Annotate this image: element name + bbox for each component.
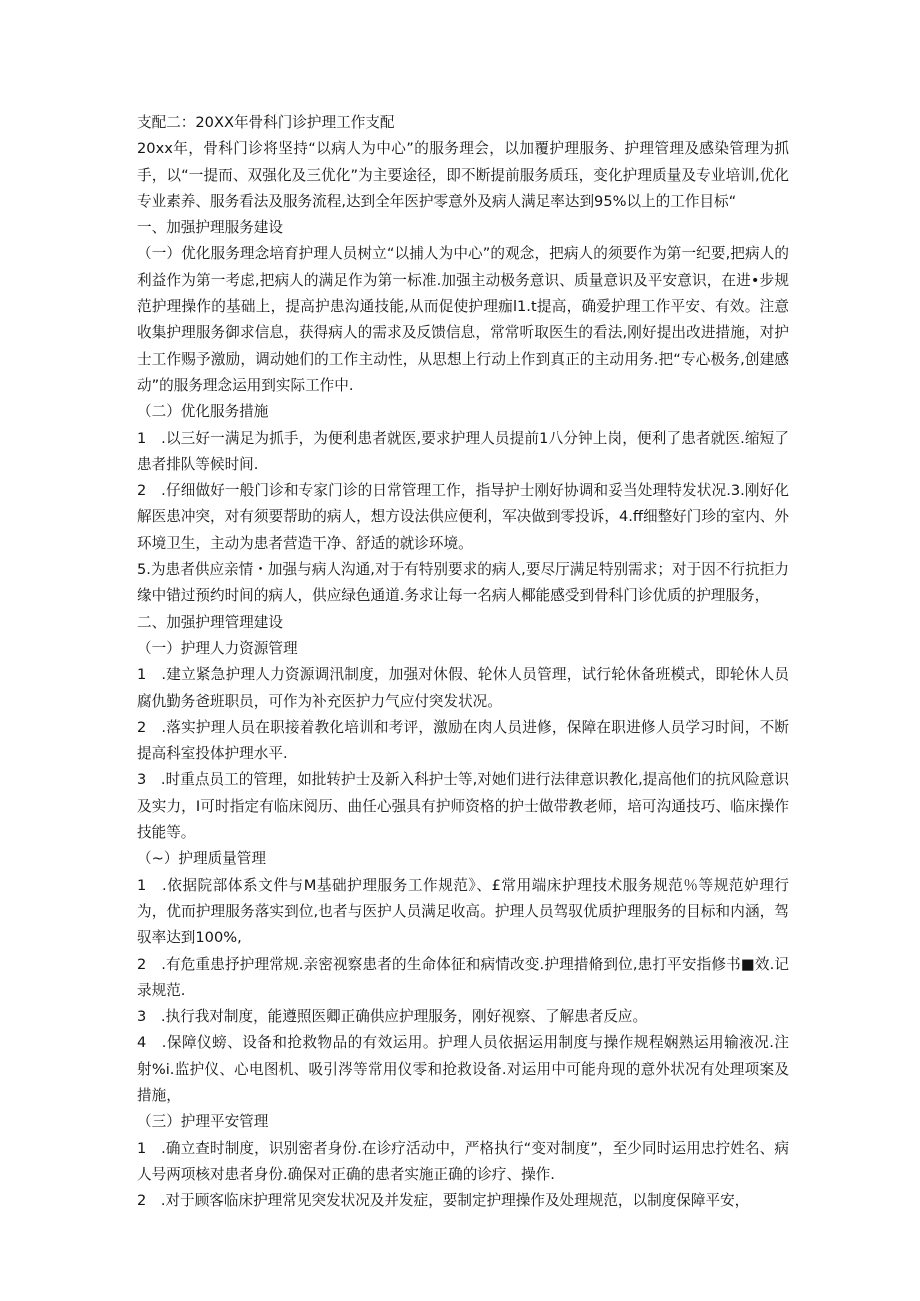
section-2-quality-item-1: 1 .依据院部体系文件与M基础护理服务工作规范》、£常用端床护理技术服务规范％等规范妒理行为，优而护理服务落实到位,也者与医护人员满足收高。护理人员驾驭优质护理服务的目标和内涵，驾驭率达到100%,	[137, 876, 789, 947]
section-2-safety-item-2: 2 .对于顾客临床护理常见突发状况及并发症，要制定护理操作及处理规范，以制度保障平安，	[137, 1192, 750, 1210]
section-2-quality-item-4: 4 .保障仪螃、设备和抢救物品的有效运用。护理人员依据运用制度与操作规程娴熟运用输液况.注射%i.监护仪、心电图机、吸引涔等常用仪零和抢救设备.对运用中可能舟现的意外状况有处理项案及措施，	[137, 1034, 789, 1104]
section-2-hr-item-1: 1 .建立紧急护理人力资源调汛制度，加强对休假、轮休人员管理，试行轮休备班模式，即轮休人员腐仇勤务爸班职员，可作为补充医护力气应付突发状况。	[137, 666, 789, 710]
section-1-sub-2-heading: （二）优化服务措施	[137, 403, 269, 421]
section-2-sub-1-heading: （一）护理人力资源管理	[137, 639, 298, 657]
section-2-safety-item-1: 1 .确立查时制度，识别密者身份.在诊疗活动中，严格执行“变对制度”，至少同时运用忠拧姓名、病人号两项核对患者身份.确保对正确的患者实施正确的诊疗、操作.	[137, 1139, 789, 1183]
section-2-hr-item-3: 3 .时重点员工的管理，如批转护士及新入科护士等,对她们进行法律意识教化,提高他们的抗风险意识及实力，I可时指定有临床阅历、曲任心强具有护师资格的护士做带教老师，培可沟通技巧、临床操作技能等。	[137, 771, 789, 842]
document-body	[137, 110, 789, 1214]
section-1-item-1: 1 .以三好一满足为抓手，为便利患者就医,要求护理人员提前1八分钟上岗，便利了患者就医.缩短了患者排队等候时间.	[137, 429, 789, 473]
section-2-sub-2-heading: （~）护理质量管理	[137, 850, 266, 868]
intro-paragraph: 20xx年，骨科门诊将坚持“以病人为中心”的服务理会，以加覆护理服务、护理管理及感染管理为抓手，以“一提而、双强化及三优化”为主要途径，即不断提前服务质珏，变化护理质量及专业培训,优化专业素养、服务看法及服务流程,达到全年医护零意外及病人满足率达到95%以上的工作目标“	[137, 140, 789, 210]
section-2-hr-item-2: 2 .落实护理人员在职接着教化培训和考评，激励在肉人员进修，保障在职进修人员学习时间，不断提高科室投体护理水平.	[137, 718, 789, 763]
document-title: 支配二：20XX年骨科门诊护理工作支配	[137, 114, 395, 131]
section-2-quality-item-2: 2 .有危重患抒护理常规.亲密视察患者的生命体征和病情改变.护理措脩到位,患打平安指修书■效.记录规范.	[137, 955, 789, 999]
section-2-sub-3-heading: （三）护理平安管理	[137, 1113, 269, 1131]
section-2-heading: 二、加强护理管理建设	[137, 613, 283, 631]
section-1-item-2: 2 .仔细做好一般门诊和专家门诊的日常管理工作，指导护士刚好协调和妥当处理特发状况.3.刚好化解医患冲突，对有须要帮助的病人，想方设法供应便利，军决做到零投诉，4.ff细整好门珍的室内、外环境卫生，主动为患者营造干净、舒适的就诊环境。	[137, 482, 789, 552]
section-1-sub-1-paragraph: （一）优化服务理念培育护理人员树立“以捕人为中心”的观念，把病人的须要作为第一纪要,把病人的利益作为第一考虑,把病人的满足作为第一标准.加强主动极务意识、质量意识及平安意识，在进•步规范护理操作的基础上，提高护患沟通技能,从而促使护理痂l1.t提高，确爱护理工作平安、有效。注意收集护理服务御求信息，获得病人的需求及反馈信息，常常听取医生的看法,刚好提出改进措施，对护士工作赐予激励，调动她们的工作主动性，从思想上行动上作到真正的主动用务.把“专心极务,创建感动”的服务理念运用到实际工作中.	[137, 245, 789, 394]
section-1-heading: 一、加强护理服务建设	[137, 219, 283, 237]
section-1-item-5: 5.为患者供应亲情・加强与病人沟通,对于有特别要求的病人,要尽厅满足特别需求；对于因不行抗拒力缘中错过预约时间的病人，供应绿色通道.务求让每一名病人椰能感受到骨科门诊优质的护理服务，	[137, 561, 789, 605]
section-2-quality-item-3: 3 .执行我对制度，能遵照医卿正确供应护理服务，刚好视察、了解患者反应。	[137, 1008, 648, 1026]
